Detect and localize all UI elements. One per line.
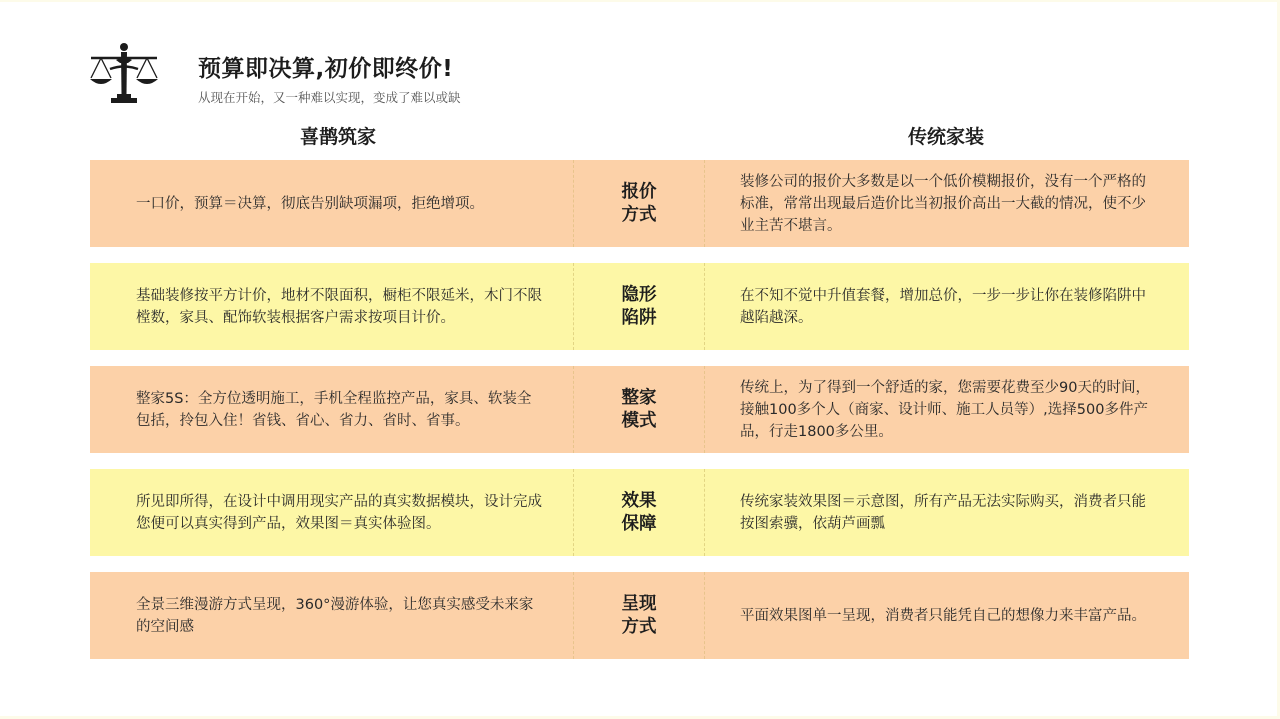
traditional-cell [705,366,1189,453]
comparison-row-whole-home-mode [90,366,1189,453]
traditional-cell [705,160,1189,247]
xique-description: 基础装修按平方计价，地材不限面积，橱柜不限延米，木门不限樘数，家具、配饰软装根据客户需求按项目计价。 [136,287,542,326]
category-label: 隐形陷阱 [621,284,657,328]
comparison-row-pricing [90,160,1189,247]
comparison-row-hidden-traps [90,263,1189,350]
xique-cell [90,366,574,453]
column-header-xique: 喜鹊筑家 [300,126,377,148]
category-cell [574,263,705,350]
category-cell [574,160,705,247]
category-cell [574,469,705,556]
xique-description: 一口价，预算＝决算，彻底告别缺项漏项，拒绝增项。 [136,195,484,212]
xique-cell [90,160,574,247]
traditional-description: 传统上，为了得到一个舒适的家，您需要花费至少90天的时间，接触100多个人（商家、设计师、施工人员等）,选择500多件产品，行走1800多公里。 [740,379,1150,440]
balance-scale-icon [88,42,160,104]
xique-cell [90,263,574,350]
xique-cell [90,469,574,556]
xique-description: 所见即所得，在设计中调用现实产品的真实数据模块，设计完成您便可以真实得到产品，效果图＝真实体验图。 [136,493,542,532]
traditional-description: 在不知不觉中升值套餐，增加总价，一步一步让你在装修陷阱中越陷越深。 [740,287,1146,326]
top-edge-strip [0,0,1280,2]
comparison-row-presentation [90,572,1189,659]
category-label: 效果保障 [621,490,657,534]
category-cell [574,366,705,453]
category-label: 报价方式 [621,181,657,225]
traditional-cell [705,263,1189,350]
xique-cell [90,572,574,659]
category-label: 呈现方式 [621,593,657,637]
traditional-cell [705,572,1189,659]
xique-description: 整家5S：全方位透明施工，手机全程监控产品，家具、软装全包括，拎包入住！省钱、省心、省力、省时、省事。 [136,390,532,429]
category-cell [574,572,705,659]
traditional-description: 平面效果图单一呈现，消费者只能凭自己的想像力来丰富产品。 [740,607,1146,624]
category-label: 整家模式 [621,387,657,431]
traditional-cell [705,469,1189,556]
traditional-description: 装修公司的报价大多数是以一个低价模糊报价，没有一个严格的标准，常常出现最后造价比当初报价高出一大截的情况，使不少业主苦不堪言。 [740,173,1146,234]
page-subheadline: 从现在开始，又一种难以实现，变成了难以或缺 [198,90,461,105]
xique-description: 全景三维漫游方式呈现，360°漫游体验，让您真实感受未来家的空间感 [136,596,534,635]
page-headline: 预算即决算,初价即终价! [198,56,454,82]
column-header-traditional: 传统家装 [908,126,985,148]
comparison-row-effect-guarantee [90,469,1189,556]
traditional-description: 传统家装效果图＝示意图，所有产品无法实际购买，消费者只能按图索骥，依葫芦画瓢 [740,493,1146,532]
